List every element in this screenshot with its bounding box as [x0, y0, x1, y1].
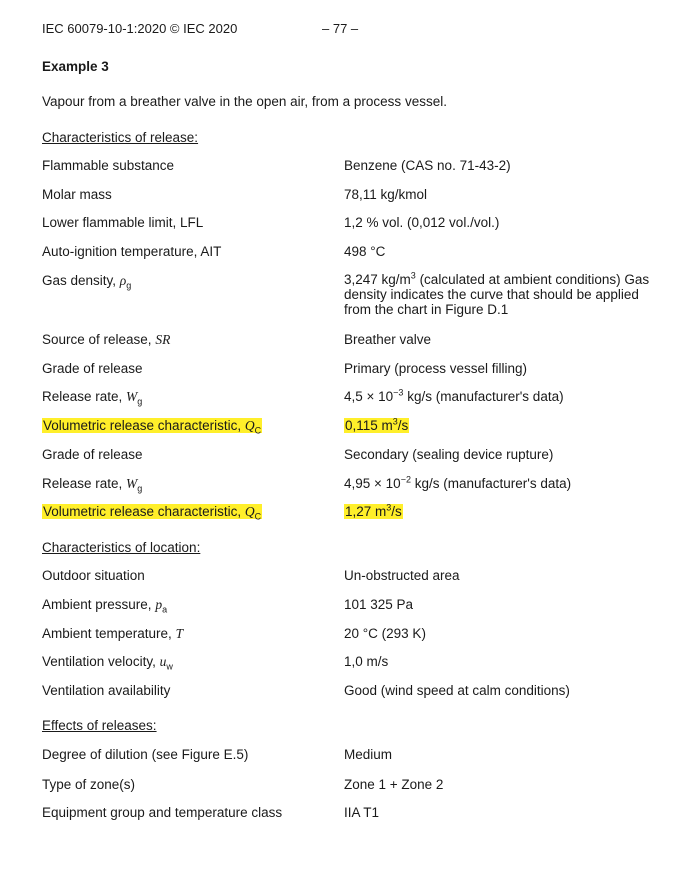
- velocity-value: 1,0 m/s: [344, 654, 389, 669]
- rate-primary-symbol: W: [126, 389, 138, 404]
- outdoor-value: Un-obstructed area: [344, 568, 460, 583]
- pressure-subscript: a: [162, 604, 168, 615]
- grade-primary-label: Grade of release: [42, 361, 143, 376]
- qc-primary-highlight: [42, 418, 262, 436]
- gas-density-value: [344, 272, 650, 317]
- qc-secondary-value-highlight: [344, 504, 403, 519]
- qc-secondary-label-text: Volumetric release characteristic,: [43, 504, 245, 519]
- ait-label: Auto-ignition temperature, AIT: [42, 244, 222, 259]
- qc-primary-value-highlight: [344, 418, 409, 433]
- lfl-label: Lower flammable limit, LFL: [42, 215, 204, 230]
- dilution-label: Degree of dilution (see Figure E.5): [42, 747, 249, 762]
- example-title: Example 3: [42, 59, 109, 74]
- qc-primary-subscript: C: [254, 425, 262, 436]
- qc-primary-label: [42, 418, 262, 434]
- location-heading: Characteristics of location:: [42, 540, 201, 555]
- gas-density-symbol: ρ: [119, 273, 127, 288]
- gas-density-value-rest: (calculated at ambient conditions) Gas density indicates the curve that should be applied from the chart in Figure D.1: [344, 272, 650, 317]
- qc-secondary-value-sup: 3: [386, 502, 392, 513]
- qc-secondary-value: [344, 504, 403, 519]
- qc-primary-label-text: Volumetric release characteristic,: [43, 418, 245, 433]
- temperature-label-text: Ambient temperature,: [42, 626, 176, 641]
- gas-density-value-sup: 3: [410, 270, 416, 281]
- molar-mass-value: 78,11 kg/kmol: [344, 187, 428, 202]
- qc-secondary-value-rest: /s: [391, 504, 402, 519]
- rate-secondary-symbol: W: [126, 476, 138, 491]
- grade-primary-value: Primary (process vessel filling): [344, 361, 528, 376]
- zone-type-value: Zone 1 + Zone 2: [344, 777, 444, 792]
- rate-primary-value-sup: −3: [393, 387, 404, 398]
- standard-reference: IEC 60079-10-1:2020 © IEC 2020: [42, 21, 238, 36]
- release-heading: Characteristics of release:: [42, 130, 199, 145]
- effects-heading: Effects of releases:: [42, 718, 157, 733]
- qc-primary-symbol: Q: [244, 418, 255, 433]
- qc-primary-value-sup: 3: [392, 416, 398, 427]
- source-symbol: SR: [155, 332, 171, 347]
- qc-secondary-symbol: Q: [244, 504, 255, 519]
- qc-secondary-highlight: [42, 504, 262, 522]
- dilution-value: Medium: [344, 747, 393, 762]
- equipment-value: IIA T1: [344, 805, 380, 820]
- pressure-value: 101 325 Pa: [344, 597, 414, 612]
- flammable-substance-label: Flammable substance: [42, 158, 175, 173]
- grade-secondary-value: Secondary (sealing device rupture): [344, 447, 554, 462]
- qc-primary-value-main: 0,115 m: [345, 418, 393, 433]
- rate-secondary-label-text: Release rate,: [42, 476, 127, 491]
- source-value: Breather valve: [344, 332, 432, 347]
- rate-primary-label: [42, 389, 142, 405]
- availability-value: Good (wind speed at calm conditions): [344, 683, 570, 698]
- qc-primary-value-rest: /s: [397, 418, 409, 433]
- example-intro: Vapour from a breather valve in the open air, from a process vessel.: [42, 94, 447, 109]
- pressure-label-text: Ambient pressure,: [42, 597, 156, 612]
- gas-density-value-main: 3,247 kg/m: [344, 272, 411, 287]
- gas-density-subscript: g: [126, 280, 132, 291]
- rate-primary-label-text: Release rate,: [42, 389, 127, 404]
- qc-primary-value: [344, 418, 409, 433]
- gas-density-label: [42, 273, 131, 289]
- rate-secondary-value: [344, 476, 571, 491]
- outdoor-label: Outdoor situation: [42, 568, 145, 583]
- rate-secondary-value-sup: −2: [400, 474, 411, 485]
- velocity-label: [42, 654, 173, 670]
- rate-primary-subscript: g: [137, 396, 143, 407]
- rate-primary-value: [344, 389, 564, 404]
- temperature-value: 20 °C (293 K): [344, 626, 426, 641]
- rate-secondary-value-main: 4,95 × 10: [344, 476, 401, 491]
- rate-primary-value-rest: kg/s (manufacturer's data): [403, 389, 564, 404]
- ait-value: 498 °C: [344, 244, 386, 259]
- rate-secondary-label: [42, 476, 142, 492]
- velocity-label-text: Ventilation velocity,: [42, 654, 160, 669]
- pressure-symbol: p: [155, 597, 163, 612]
- qc-secondary-value-main: 1,27 m: [345, 504, 387, 519]
- grade-secondary-label: Grade of release: [42, 447, 143, 462]
- rate-secondary-value-rest: kg/s (manufacturer's data): [410, 476, 572, 491]
- lfl-value: 1,2 % vol. (0,012 vol./vol.): [344, 215, 500, 230]
- source-label: [42, 332, 170, 348]
- pressure-label: [42, 597, 167, 613]
- source-label-text: Source of release,: [42, 332, 156, 347]
- equipment-label: Equipment group and temperature class: [42, 805, 283, 820]
- rate-primary-value-main: 4,5 × 10: [344, 389, 394, 404]
- availability-label: Ventilation availability: [42, 683, 171, 698]
- gas-density-label-text: Gas density,: [42, 273, 120, 288]
- temperature-label: [42, 626, 183, 642]
- velocity-subscript: w: [166, 661, 173, 672]
- zone-type-label: Type of zone(s): [42, 777, 136, 792]
- velocity-symbol: u: [159, 654, 167, 669]
- temperature-symbol: T: [175, 626, 184, 641]
- qc-secondary-subscript: C: [254, 511, 262, 522]
- flammable-substance-value: Benzene (CAS no. 71-43-2): [344, 158, 511, 173]
- qc-secondary-label: [42, 504, 262, 520]
- molar-mass-label: Molar mass: [42, 187, 112, 202]
- rate-secondary-subscript: g: [137, 483, 143, 494]
- page-number: – 77 –: [322, 21, 359, 36]
